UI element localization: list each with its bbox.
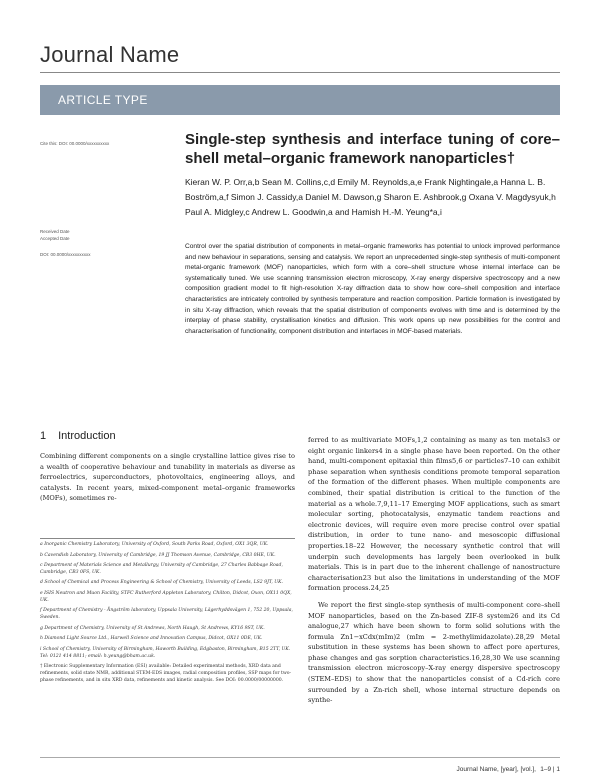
section-number: 1 xyxy=(40,430,47,442)
footnote-c: c Department of Materials Science and Metallurgy, University of Cambridge, 27 Charles Babbage Road, Cambridge, CB3 0FS, UK. xyxy=(40,563,283,575)
intro-paragraph-1: Combining different components on a single crystalline lattice gives rise to a wealth of cooperative behaviour and tunability in materials as diverse as ferroelectrics, superconductors, photovoltaics, engineering alloys, and catalysts. In recent years, mixed-component metal–organic frameworks (MOFs), sometimes re- xyxy=(40,452,295,503)
footnote-i: i School of Chemistry, University of Birmingham, Haworth Building, Edgbaston, Birmingham, B15 2TT, UK. Tel: 0121 414 8811; email: h.yeung@bham.ac.uk. xyxy=(40,646,291,659)
footnote-h: h Diamond Light Source Ltd., Harwell Science and Innovation Campus, Didcot, OX11 0DE, UK. xyxy=(40,636,263,642)
received-date: Received Date xyxy=(40,229,70,234)
section-heading xyxy=(40,430,116,442)
cite-this: Cite this: DOI: 00.0000/xxxxxxxxxx xyxy=(40,141,110,146)
footnote-d: d School of Chemical and Process Engineering & School of Chemistry, University of Leeds, LS2 9JT, UK. xyxy=(40,580,284,586)
footnote-a: a Inorganic Chemistry Laboratory, University of Oxford, South Parks Road, Oxford, OX1 3QR, UK. xyxy=(40,542,269,547)
footnote-g: g Department of Chemistry, University of St Andrews, North Haugh, St Andrews, KY16 9ST, UK. xyxy=(40,625,265,631)
journal-name: Journal Name xyxy=(40,42,180,67)
accepted-date: Accepted Date xyxy=(40,236,70,241)
intro-right-column xyxy=(308,435,560,706)
footnote-f: f Department of Chemistry - Ångström laboratory, Uppsala University, Lägerhyddsvägen 1, 752 20, Uppsala, Sweden. xyxy=(40,608,293,621)
section-title: Introduction xyxy=(58,430,116,442)
intro-paragraph-3: We report the first single-step synthesis of multi-component core–shell MOF nanoparticles, based on the Zn-based ZIF-8 system26 and its Cd analogue,27 which have been shown to form solid solutions with the formula Zn1−xCdx(mIm)2 (mIm = 2-methylimidazolate).28,29 Metal substitution in these systems has been shown to affect pore apertures, phase changes and gas sorption characteristics.16,28,30 We use scanning transmission electron microscopy–X-ray energy dispersive spectroscopy (STEM–EDS) to show that the nanoparticles consist of a Cd-rich core surrounded by a Zn-rich shell, whose internal structure depends on synthe- xyxy=(308,600,560,705)
footer-journal: Journal Name, [year], [vol.], xyxy=(456,766,536,773)
article-type-label: ARTICLE TYPE xyxy=(58,93,148,107)
author-list: Kieran W. P. Orr,a,b Sean M. Collins,c,d Emily M. Reynolds,a,e Frank Nightingale,a Hanna L. B. Boström,a,f Simon J. Cassidy,a Daniel M. Dawson,g Sharon E. Ashbrook,g Oxana V. Magdysyuk,h Paul A. Midgley,c Andrew L. Goodwin,a and Hamish H.-M. Yeung*a,i xyxy=(185,177,556,217)
footer-page-number: 1–9 | 1 xyxy=(540,766,560,773)
intro-paragraph-2: ferred to as multivariate MOFs,1,2 containing as many as ten metals3 or eight organic linkers4 in a single phase have been reported. On the other hand, multi-component epitaxial thin films5,6 or particles7–10 can exhibit phase separation when synthesis conditions promote temporal separation of the formation of the different phases. When multiple components are combined, their spatial distribution is critical to the function of the material as a whole.7,9,11–17 Emerging MOF applications, such as smart molecular sorting, photocatalysis, enzymatic tandem reactions and electronic devices, will require even more precise control over spatial distribution, in order to tune nano- and mesoscopic diffusional properties.18–22 However, the necessary synthetic control that will underpin such developments has largely been overlooked in bulk materials. This is in part due to the inherent challenge of nanostructure characterisation23 but also the limitations in understanding of the MOF formation process.24,25 xyxy=(308,436,560,593)
abstract: Control over the spatial distribution of components in metal–organic frameworks has potential to unlock improved performance and new behaviour in separations, sensing and catalysis. We report an unprecedented single-step synthesis of multi-component metal-organic framework (MOF) nanoparticles, which form with a core–shell structure whose internal interface can be systematically tuned. We use scanning transmission electron microscopy, X-ray energy dispersive spectroscopy and a new composition gradient model to fit high-resolution X-ray diffraction data to show how core–shell composition and interface characteristics are intricately controlled by synthesis temperature and reaction composition. Particle formation is investigated by in situ X-ray diffraction, which reveals that the spatial distribution of components evolves with time and is determined by the interplay of phase stability, crystallisation kinetics and diffusion. This work opens up new possibilities for the control and characterisation of functionality, component distribution and interfaces in MOF-based materials. xyxy=(185,243,560,335)
intro-left-column xyxy=(40,451,295,504)
footnote-divider xyxy=(40,538,295,539)
footnotes xyxy=(40,542,295,688)
footnote-esi: † Electronic Supplementary Information (ESI) available: Detailed experimental methods, XRD data and refinements, solid state NMR, additional STEM-EDS images, radial composition profiles, SSP maps for two-phase refinements, and in situ XRD data, refinements and kinetic analysis. See DOI: 00.0000/00000000. xyxy=(40,664,292,683)
doi: DOI: 00.0000/xxxxxxxxxx xyxy=(40,252,91,257)
footnote-b: b Cavendish Laboratory, University of Cambridge, 19 JJ Thomson Avenue, Cambridge, CB3 0HE, UK. xyxy=(40,552,276,558)
article-title: Single-step synthesis and interface tuning of core–shell metal–organic framework nanoparticles† xyxy=(185,131,560,167)
footer-divider xyxy=(40,757,560,758)
header-divider xyxy=(40,72,560,73)
footnote-e: e ISIS Neutron and Muon Facility, STFC Rutherford Appleton Laboratory, Chilton, Didcot, Oxon, OX11 0QX, UK. xyxy=(40,590,292,603)
